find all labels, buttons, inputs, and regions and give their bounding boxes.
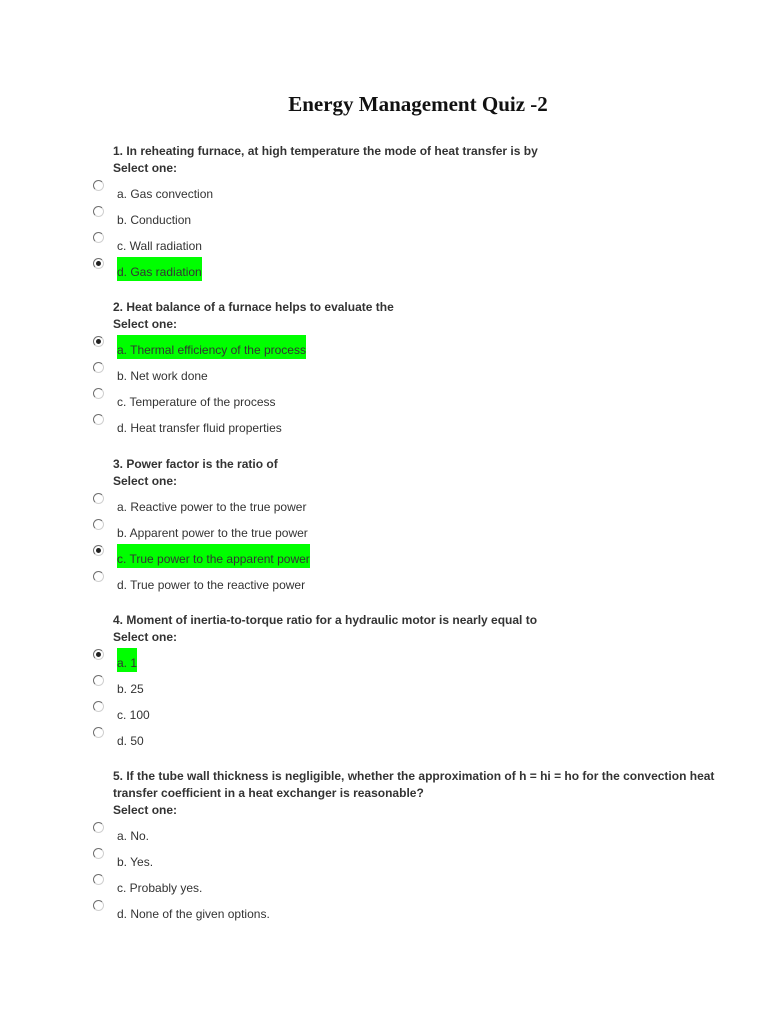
answer-option[interactable]	[0, 873, 768, 899]
question-text	[113, 612, 733, 646]
radio-button[interactable]	[93, 206, 104, 217]
answer-option[interactable]	[0, 205, 768, 231]
radio-button[interactable]	[93, 362, 104, 373]
answer-option[interactable]	[0, 413, 768, 439]
option-label[interactable]: c. Temperature of the process	[117, 395, 276, 409]
option-label[interactable]: c. True power to the apparent power	[117, 544, 310, 568]
answer-option[interactable]	[0, 821, 768, 847]
answer-option[interactable]	[0, 518, 768, 544]
question-text	[113, 143, 733, 177]
radio-button-selected[interactable]	[93, 258, 104, 269]
question-text	[113, 768, 733, 819]
option-label[interactable]: b. Conduction	[117, 213, 192, 227]
answer-option[interactable]	[0, 231, 768, 257]
option-label[interactable]: d. True power to the reactive power	[117, 578, 306, 592]
question-prompt: 4. Moment of inertia-to-torque ratio for a hydraulic motor is nearly equal to	[113, 613, 538, 627]
question-prompt: 3. Power factor is the ratio of	[113, 457, 278, 471]
select-one-label: Select one:	[113, 630, 178, 644]
answer-option[interactable]	[0, 899, 768, 925]
option-label[interactable]: d. 50	[117, 734, 144, 748]
option-label[interactable]: a. Thermal efficiency of the process	[117, 335, 306, 359]
answer-option[interactable]	[0, 335, 768, 361]
question-prompt: 1. In reheating furnace, at high temperature the mode of heat transfer is by	[113, 144, 538, 158]
radio-button[interactable]	[93, 180, 104, 191]
radio-button[interactable]	[93, 519, 104, 530]
radio-button[interactable]	[93, 848, 104, 859]
question-text	[113, 299, 733, 333]
option-label[interactable]: b. Net work done	[117, 369, 208, 383]
option-label[interactable]: c. Wall radiation	[117, 239, 202, 253]
answer-option[interactable]	[0, 674, 768, 700]
radio-button-selected[interactable]	[93, 649, 104, 660]
answer-option[interactable]	[0, 847, 768, 873]
radio-button[interactable]	[93, 900, 104, 911]
radio-button[interactable]	[93, 675, 104, 686]
option-label[interactable]: b. Apparent power to the true power	[117, 526, 308, 540]
answer-option[interactable]	[0, 544, 768, 570]
option-label[interactable]: a. Reactive power to the true power	[117, 500, 307, 514]
answer-option[interactable]	[0, 648, 768, 674]
answer-option[interactable]	[0, 570, 768, 596]
select-one-label: Select one:	[113, 161, 178, 175]
answer-option[interactable]	[0, 179, 768, 205]
select-one-label: Select one:	[113, 474, 178, 488]
answer-option[interactable]	[0, 257, 768, 283]
question-text	[113, 456, 733, 490]
option-label[interactable]: d. Heat transfer fluid properties	[117, 421, 282, 435]
option-label[interactable]: c. Probably yes.	[117, 881, 203, 895]
option-label[interactable]: a. 1	[117, 648, 137, 672]
option-label[interactable]: a. No.	[117, 829, 150, 843]
radio-button[interactable]	[93, 414, 104, 425]
radio-button-selected[interactable]	[93, 545, 104, 556]
radio-button[interactable]	[93, 727, 104, 738]
radio-button[interactable]	[93, 822, 104, 833]
page-title: Energy Management Quiz -2	[288, 92, 548, 116]
radio-button[interactable]	[93, 874, 104, 885]
question-prompt: 5. If the tube wall thickness is negligible, whether the approximation of h = hi = ho for the convection heat transfer coefficient in a heat exchanger is reasonable?	[113, 769, 715, 800]
option-label[interactable]: c. 100	[117, 708, 150, 722]
radio-button[interactable]	[93, 232, 104, 243]
option-label[interactable]: d. Gas radiation	[117, 257, 202, 281]
option-label[interactable]: a. Gas convection	[117, 187, 214, 201]
answer-option[interactable]	[0, 726, 768, 752]
radio-button[interactable]	[93, 493, 104, 504]
option-label[interactable]: d. None of the given options.	[117, 907, 270, 921]
answer-option[interactable]	[0, 361, 768, 387]
answer-option[interactable]	[0, 700, 768, 726]
option-label[interactable]: b. Yes.	[117, 855, 154, 869]
radio-button[interactable]	[93, 388, 104, 399]
select-one-label: Select one:	[113, 803, 178, 817]
answer-option[interactable]	[0, 492, 768, 518]
answer-option[interactable]	[0, 387, 768, 413]
radio-button[interactable]	[93, 701, 104, 712]
select-one-label: Select one:	[113, 317, 178, 331]
radio-button[interactable]	[93, 571, 104, 582]
option-label[interactable]: b. 25	[117, 682, 144, 696]
radio-button-selected[interactable]	[93, 336, 104, 347]
question-prompt: 2. Heat balance of a furnace helps to evaluate the	[113, 300, 394, 314]
